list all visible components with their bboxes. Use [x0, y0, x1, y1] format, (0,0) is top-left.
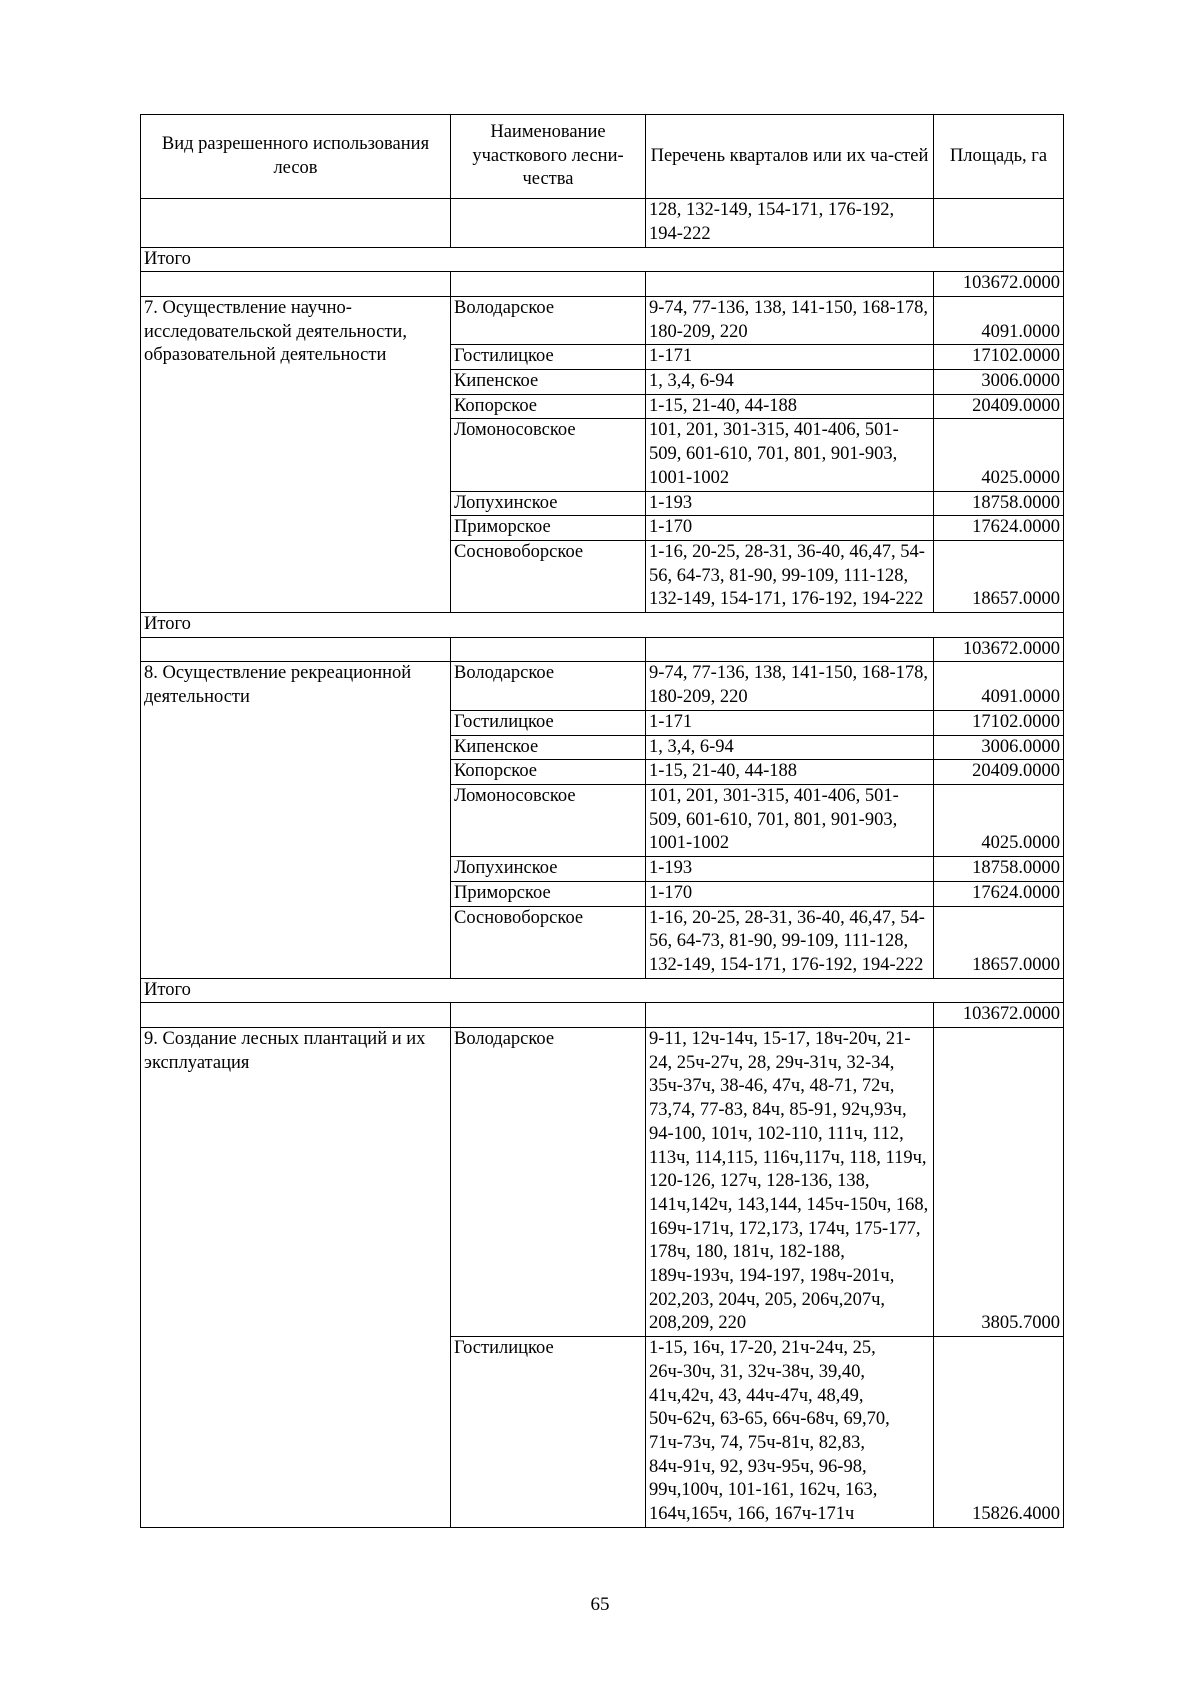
total-label: Итого — [141, 613, 1064, 638]
forestry-cell: Сосновоборское — [451, 906, 646, 978]
header-forestry: Наименование участкового лесни-чества — [451, 115, 646, 199]
total-empty-cell — [451, 1003, 646, 1028]
quarters-cell: 1-170 — [646, 516, 934, 541]
quarters-cell: 1, 3,4, 6-94 — [646, 370, 934, 395]
quarters-cell: 1-170 — [646, 881, 934, 906]
quarters-cell: 1-16, 20-25, 28-31, 36-40, 46,47, 54-56, 64-73, 81-90, 99-109, 111-128, 132-149, 154-171, 176-192, 194-222 — [646, 906, 934, 978]
area-cell: 20409.0000 — [934, 760, 1064, 785]
quarters-cell: 1-16, 20-25, 28-31, 36-40, 46,47, 54-56, 64-73, 81-90, 99-109, 111-128, 132-149, 154-171, 176-192, 194-222 — [646, 540, 934, 612]
area-cell: 3006.0000 — [934, 735, 1064, 760]
area-cell: 20409.0000 — [934, 394, 1064, 419]
total-empty-cell — [646, 1003, 934, 1028]
total-value-row — [141, 637, 1064, 662]
forestry-cell: Приморское — [451, 516, 646, 541]
quarters-cell: 9-74, 77-136, 138, 141-150, 168-178, 180-209, 220 — [646, 296, 934, 344]
total-value: 103672.0000 — [934, 637, 1064, 662]
forestry-cell: Копорское — [451, 760, 646, 785]
forest-use-table — [140, 114, 1064, 1528]
area-cell: 4025.0000 — [934, 419, 1064, 491]
total-empty-cell — [141, 1003, 451, 1028]
forestry-cell: Гостилицкое — [451, 345, 646, 370]
quarters-cell: 1-193 — [646, 491, 934, 516]
total-label: Итого — [141, 978, 1064, 1003]
forestry-cell: Гостилицкое — [451, 710, 646, 735]
forestry-cell: Гостилицкое — [451, 1337, 646, 1528]
total-empty-cell — [451, 272, 646, 297]
forestry-cell: Кипенское — [451, 735, 646, 760]
total-empty-cell — [646, 272, 934, 297]
use-type-cell: 7. Осуществление научно-исследовательской деятельности, образовательной деятельности — [141, 296, 451, 612]
header-use-type: Вид разрешенного использования лесов — [141, 115, 451, 199]
continuation-area-cell — [934, 199, 1064, 247]
quarters-cell: 1-171 — [646, 710, 934, 735]
table-row — [141, 1028, 1064, 1337]
total-value-row — [141, 1003, 1064, 1028]
forestry-cell: Лопухинское — [451, 857, 646, 882]
area-cell: 4025.0000 — [934, 784, 1064, 856]
table-row — [141, 662, 1064, 710]
area-cell: 4091.0000 — [934, 296, 1064, 344]
forestry-cell: Копорское — [451, 394, 646, 419]
area-cell: 17624.0000 — [934, 516, 1064, 541]
total-label-row — [141, 613, 1064, 638]
area-cell: 18657.0000 — [934, 540, 1064, 612]
total-empty-cell — [451, 637, 646, 662]
quarters-cell: 1-15, 16ч, 17-20, 21ч-24ч, 25, 26ч-30ч, 31, 32ч-38ч, 39,40, 41ч,42ч, 43, 44ч-47ч, 48,49, 50ч-62ч, 63-65, 66ч-68ч, 69,70, 71ч-73ч, 74, 75ч-81ч, 82,83, 84ч-91ч, 92, 93ч-95ч, 96-98, 99ч,100ч, 101-161, 162ч, 163, 164ч,165ч, 166, 167ч-171ч — [646, 1337, 934, 1528]
quarters-cell: 1-193 — [646, 857, 934, 882]
table-body — [141, 199, 1064, 1528]
quarters-cell: 1, 3,4, 6-94 — [646, 735, 934, 760]
forestry-cell: Приморское — [451, 881, 646, 906]
use-type-cell: 8. Осуществление рекреационной деятельности — [141, 662, 451, 978]
continuation-row — [141, 199, 1064, 247]
continuation-forestry-cell — [451, 199, 646, 247]
area-cell: 18758.0000 — [934, 491, 1064, 516]
page-number: 65 — [590, 1594, 610, 1615]
forestry-cell: Володарское — [451, 662, 646, 710]
area-cell: 4091.0000 — [934, 662, 1064, 710]
quarters-cell: 101, 201, 301-315, 401-406, 501-509, 601-610, 701, 801, 901-903, 1001-1002 — [646, 784, 934, 856]
total-label-row — [141, 247, 1064, 272]
quarters-cell: 1-171 — [646, 345, 934, 370]
header-area: Площадь, га — [934, 115, 1064, 199]
forestry-cell: Володарское — [451, 296, 646, 344]
total-value: 103672.0000 — [934, 1003, 1064, 1028]
forestry-cell: Володарское — [451, 1028, 646, 1337]
table-header-row — [141, 115, 1064, 199]
total-empty-cell — [141, 637, 451, 662]
use-type-cell: 9. Создание лесных плантаций и их эксплуатация — [141, 1028, 451, 1528]
forestry-cell: Ломоносовское — [451, 784, 646, 856]
area-cell: 18657.0000 — [934, 906, 1064, 978]
forestry-cell: Сосновоборское — [451, 540, 646, 612]
area-cell: 18758.0000 — [934, 857, 1064, 882]
total-label: Итого — [141, 247, 1064, 272]
quarters-cell: 1-15, 21-40, 44-188 — [646, 760, 934, 785]
area-cell: 17102.0000 — [934, 710, 1064, 735]
quarters-cell: 101, 201, 301-315, 401-406, 501-509, 601-610, 701, 801, 901-903, 1001-1002 — [646, 419, 934, 491]
forestry-cell: Ломоносовское — [451, 419, 646, 491]
total-label-row — [141, 978, 1064, 1003]
quarters-cell: 9-74, 77-136, 138, 141-150, 168-178, 180-209, 220 — [646, 662, 934, 710]
area-cell: 17102.0000 — [934, 345, 1064, 370]
forestry-cell: Кипенское — [451, 370, 646, 395]
area-cell: 3006.0000 — [934, 370, 1064, 395]
total-empty-cell — [141, 272, 451, 297]
table-row — [141, 296, 1064, 344]
total-empty-cell — [646, 637, 934, 662]
header-quarters: Перечень кварталов или их ча-стей — [646, 115, 934, 199]
area-cell: 17624.0000 — [934, 881, 1064, 906]
continuation-quarters: 128, 132-149, 154-171, 176-192, 194-222 — [646, 199, 934, 247]
area-cell: 3805.7000 — [934, 1028, 1064, 1337]
continuation-use-cell — [141, 199, 451, 247]
quarters-cell: 9-11, 12ч-14ч, 15-17, 18ч-20ч, 21-24, 25ч-27ч, 28, 29ч-31ч, 32-34, 35ч-37ч, 38-46, 47ч, 48-71, 72ч, 73,74, 77-83, 84ч, 85-91, 92ч,93ч, 94-100, 101ч, 102-110, 111ч, 112, 113ч, 114,115, 116ч,117ч, 118, 119ч, 120-126, 127ч, 128-136, 138, 141ч,142ч, 143,144, 145ч-150ч, 168, 169ч-171ч, 172,173, 174ч, 175-177, 178ч, 180, 181ч, 182-188, 189ч-193ч, 194-197, 198ч-201ч, 202,203, 204ч, 205, 206ч,207ч, 208,209, 220 — [646, 1028, 934, 1337]
quarters-cell: 1-15, 21-40, 44-188 — [646, 394, 934, 419]
total-value: 103672.0000 — [934, 272, 1064, 297]
total-value-row — [141, 272, 1064, 297]
forestry-cell: Лопухинское — [451, 491, 646, 516]
area-cell: 15826.4000 — [934, 1337, 1064, 1528]
